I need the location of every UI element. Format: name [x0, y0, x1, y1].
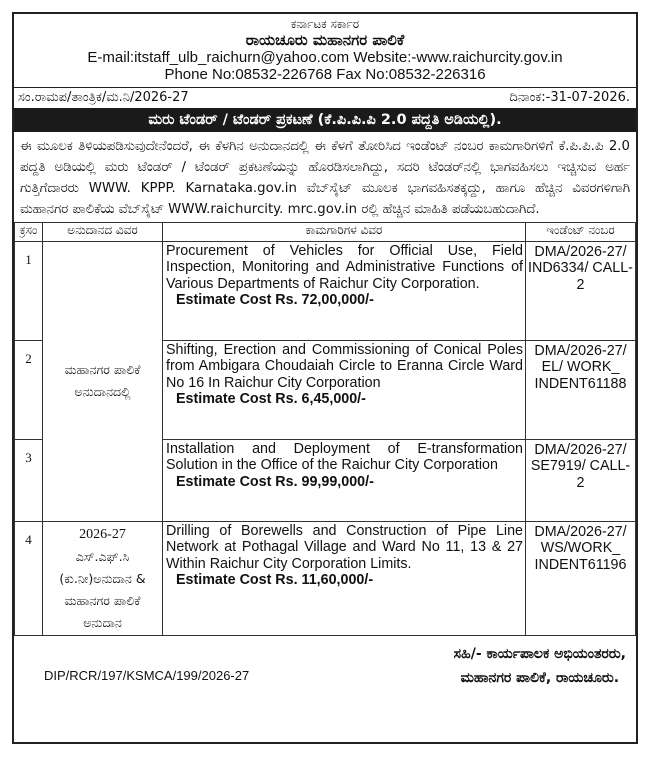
intro-paragraph: ಈ ಮೂಲಕ ತಿಳಿಯಪಡಿಸುವುದೇನೆಂದರೆ, ಈ ಕೆಳಗಿನ ಅನುದಾನದಲ್ಲಿ ಈ ಕೆಳಗೆ ತೋರಿಸಿದ ಇಂಡೆಂಟ್ ನಂಬರ ಕಾಮಗಾರಿಗಳಿಗೆ ಕೆ.ಪಿ.ಪಿ.ಪಿ 2.0 ಪದ್ದತಿ ಅಡಿಯಲ್ಲಿ ಮರು ಟೆಂಡರ್ / ಟೆಂಡರ್ ಪ್ರಕಟಣೆಯನ್ನು ಹೊರಡಿಸಲಾಗಿದ್ದು, ಸದರಿ ಟೆಂಡರ್‌ನಲ್ಲಿ ಭಾಗವಹಿಸಲು ಇಚ್ಚಿಸುವ ಅರ್ಹ ಗುತ್ತಿಗೆದಾರರು WWW. KPPP. Karnataka.gov.in ವೆಬ್‌ಸೈಟ್ ಮೂಲಕ ಭಾಗವಹಿಸತಕ್ಕದ್ದು, ಹಾಗೂ ಹೆಚ್ಚಿನ ವಿವರಗಳಿಗಾಗಿ ಮಹಾನಗರ ಪಾಲಿಕೆಯ ವೆಬ್‌ಸೈಟ್ WWW.raichurcity. mrc.gov.in ರಲ್ಲಿ ಹೆಚ್ಚಿನ ಮಾಹಿತಿ ಪಡೆಯಬಹುದಾಗಿದೆ.: [20, 138, 630, 217]
indent-number: DMA/2026-27/ EL/ WORK_ INDENT61188: [526, 340, 636, 439]
work-description: [163, 439, 526, 521]
notice-footer: [14, 636, 636, 696]
state-government-line: ಕರ್ನಾಟಕ ಸರ್ಕಾರ: [290, 17, 360, 31]
row-serial: 1: [15, 241, 43, 340]
col-header-serial: ಕ್ರಸಂ: [15, 222, 43, 241]
row-serial: 3: [15, 439, 43, 521]
contact-email-website: E-mail:itstaff_ulb_raichurn@yahoo.com Website:-www.raichurcity.gov.in: [87, 49, 563, 67]
signature-line-1: ಸಹಿ/- ಕಾರ್ಯಪಾಲಕ ಅಭಿಯಂತರರು,: [453, 645, 626, 662]
dip-number: DIP/RCR/197/KSMCA/199/2026-27: [44, 667, 250, 683]
signature-block: [454, 642, 626, 690]
work-description: [163, 241, 526, 340]
works-table: [14, 222, 636, 636]
work-text: Installation and Deployment of E-transformation Solution in the Office of the Raichur City Corporation: [166, 440, 523, 474]
contact-phone-fax: Phone No:08532-226768 Fax No:08532-226316: [164, 66, 486, 84]
notice-date: ದಿನಾಂಕ:-31-07-2026.: [509, 89, 630, 105]
notice-header: [14, 18, 636, 84]
grant-text: ಎಸ್.ಎಫ್.ಸಿ (ಕು.ನೀ)ಅನುದಾನ & ಮಹಾನಗರ ಪಾಲಿಕೆ ಅನುದಾನ: [59, 548, 146, 630]
table-row: [15, 521, 636, 635]
reference-number: ಸಂ.ರಾಮಪ/ತಾಂತ್ರಿಕ/ಮ.ನಿ/2026-27: [18, 89, 189, 105]
row-serial: 2: [15, 340, 43, 439]
work-text: Drilling of Borewells and Construction of Pipe Line Network at Pothagal Village and Ward No 11, 13 & 27 Within Raichur City Corporation Limits.: [166, 522, 523, 572]
grant-year: 2026-27: [79, 526, 126, 542]
estimate-cost: Estimate Cost Rs. 11,60,000/-: [176, 572, 374, 589]
work-text: Procurement of Vehicles for Official Use, Field Inspection, Monitoring and Administrative Functions of Various Departments of Raichur City Corporation.: [166, 242, 523, 292]
grant-text: ಮಹಾನಗರ ಪಾಲಿಕೆ ಅನುದಾನದಲ್ಲಿ: [64, 362, 141, 400]
indent-number: DMA/2026-27/ SE7919/ CALL-2: [526, 439, 636, 521]
work-description: [163, 340, 526, 439]
work-text: Shifting, Erection and Commissioning of Conical Poles from Ambigara Choudaiah Circle to Eranna Circle Ward No 16 In Raichur City Corporation: [166, 341, 523, 391]
indent-number: DMA/2026-27/ WS/WORK_ INDENT61196: [526, 521, 636, 635]
col-header-grant: ಅನುದಾನದ ವಿವರ: [43, 222, 163, 241]
grant-sfc: [43, 521, 163, 635]
estimate-cost: Estimate Cost Rs. 6,45,000/-: [176, 391, 366, 408]
col-header-indent: ಇಂಡೆಂಟ್ ನಂಬರ: [526, 222, 636, 241]
tender-notice: [12, 12, 638, 744]
office-name: ರಾಯಚೂರು ಮಹಾನಗರ ಪಾಲಿಕೆ: [245, 30, 405, 49]
tender-banner: ಮರು ಟೆಂಡರ್ / ಟೆಂಡರ್ ಪ್ರಕಟಣೆ (ಕೆ.ಪಿ.ಪಿ.ಪಿ 2.0 ಪದ್ದತಿ ಅಡಿಯಲ್ಲಿ).: [14, 108, 636, 132]
work-description: [163, 521, 526, 635]
table-row: [15, 241, 636, 340]
indent-number: DMA/2026-27/ IND6334/ CALL-2: [526, 241, 636, 340]
col-header-works: ಕಾಮಗಾರಿಗಳ ವಿವರ: [163, 222, 526, 241]
signature-line-2: ಮಹಾನಗರ ಪಾಲಿಕೆ, ರಾಯಚೂರು.: [460, 669, 620, 686]
estimate-cost: Estimate Cost Rs. 99,99,000/-: [176, 473, 374, 490]
row-serial: 4: [15, 521, 43, 635]
grant-city-corporation: [43, 241, 163, 521]
table-header-row: [15, 222, 636, 241]
estimate-cost: Estimate Cost Rs. 72,00,000/-: [176, 292, 374, 309]
reference-row: [14, 87, 636, 108]
